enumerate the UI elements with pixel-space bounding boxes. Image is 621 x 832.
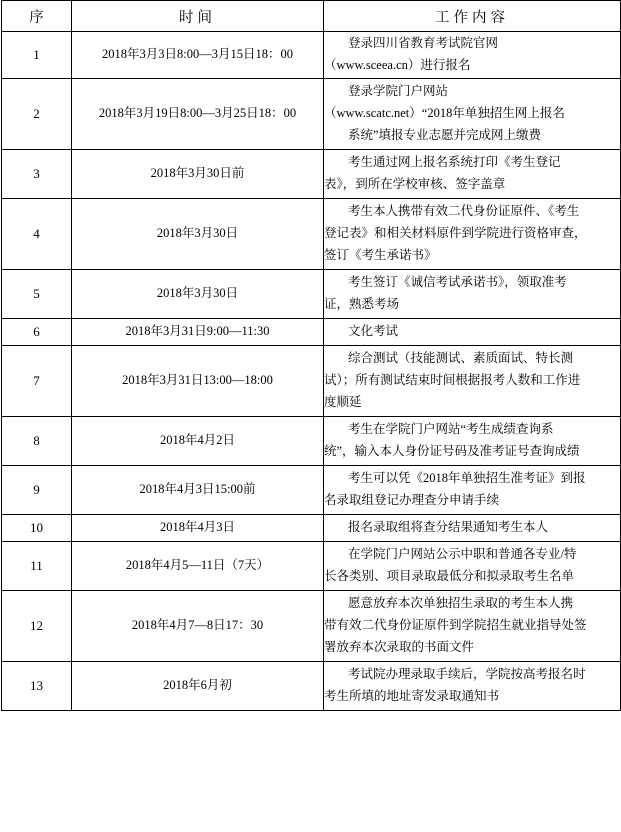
table-row xyxy=(2,466,621,515)
content-line: 试）；所有测试结束时间根据报考人数和工作进 xyxy=(324,373,581,388)
row-time: 2018年3月30日前 xyxy=(72,150,324,199)
content-line: 长各类别、项目录取最低分和拟录取考生名单 xyxy=(324,569,575,583)
row-seq: 1 xyxy=(2,32,72,79)
row-content xyxy=(324,417,621,466)
table-row xyxy=(2,515,621,542)
table-row xyxy=(2,199,621,270)
row-content xyxy=(324,270,621,319)
table-header-row xyxy=(2,1,621,32)
content-line: 登记表》和相关材料原件到学院进行资格审查， xyxy=(324,226,587,241)
table-row xyxy=(2,150,621,199)
table-row xyxy=(2,32,621,79)
content-line: 名录取组登记办理查分申请手续 xyxy=(324,493,500,507)
content-line: 文化考试 xyxy=(348,324,399,339)
content-line: 考试院办理录取手续后，学院按高考报名时 xyxy=(348,667,586,682)
table-row xyxy=(2,270,621,319)
content-line: 考生可以凭《2018年单独招生准考证》到报 xyxy=(348,471,586,486)
row-seq: 10 xyxy=(2,515,72,542)
row-time: 2018年4月7—8日17：30 xyxy=(72,591,324,662)
content-line: 考生签订《诚信考试承诺书》，领取准考 xyxy=(348,275,567,290)
row-content xyxy=(324,319,621,346)
content-line: （www.scatc.net）“2018年单独招生网上报名 xyxy=(324,106,565,121)
content-line: 度顺延 xyxy=(324,394,362,409)
admission-schedule-table xyxy=(1,0,621,711)
content-line: 考生在学院门户网站“考生成绩查询系 xyxy=(348,422,554,437)
table-row xyxy=(2,662,621,711)
content-line: 统”，输入本人身份证号码及准考证号查询成绩 xyxy=(324,444,580,458)
row-seq: 4 xyxy=(2,199,72,270)
table-body xyxy=(2,32,621,711)
row-time: 2018年4月3日 xyxy=(72,515,324,542)
content-line: 登录学院门户网站 xyxy=(348,84,449,99)
row-content xyxy=(324,32,621,79)
row-time: 2018年4月3日15:00前 xyxy=(72,466,324,515)
row-content xyxy=(324,662,621,711)
content-line: 签订《考生承诺书》 xyxy=(324,247,437,262)
row-time: 2018年3月3日8:00—3月15日18：00 xyxy=(72,32,324,79)
column-header-content: 工作内容 xyxy=(324,1,621,32)
row-content xyxy=(324,591,621,662)
row-time: 2018年4月2日 xyxy=(72,417,324,466)
row-time: 2018年3月31日9:00—11:30 xyxy=(72,319,324,346)
row-time: 2018年4月5—11日（7天） xyxy=(72,542,324,591)
row-content xyxy=(324,515,621,542)
row-time: 2018年3月30日 xyxy=(72,270,324,319)
content-line: 考生通过网上报名系统打印《考生登记 xyxy=(348,155,561,170)
row-seq: 11 xyxy=(2,542,72,591)
content-line: 综合测试（技能测试、素质面试、特长测 xyxy=(348,351,574,366)
content-line: 考生所填的地址寄发录取通知书 xyxy=(324,689,500,703)
content-line: （www.sceea.cn）进行报名 xyxy=(324,58,471,72)
content-line: 报名录取组将查分结果通知考生本人 xyxy=(348,520,549,535)
row-content xyxy=(324,542,621,591)
row-seq: 8 xyxy=(2,417,72,466)
row-content xyxy=(324,79,621,150)
content-line: 在学院门户网站公示中职和普通各专业/特 xyxy=(348,547,577,562)
table-row xyxy=(2,542,621,591)
row-time: 2018年3月30日 xyxy=(72,199,324,270)
row-time: 2018年3月31日13:00—18:00 xyxy=(72,346,324,417)
row-seq: 3 xyxy=(2,150,72,199)
row-seq: 2 xyxy=(2,79,72,150)
row-content xyxy=(324,199,621,270)
table-row xyxy=(2,319,621,346)
table-row xyxy=(2,346,621,417)
content-line: 系统”填报专业志愿并完成网上缴费 xyxy=(348,127,542,142)
row-content xyxy=(324,346,621,417)
row-seq: 6 xyxy=(2,319,72,346)
row-seq: 5 xyxy=(2,270,72,319)
row-content xyxy=(324,466,621,515)
row-seq: 12 xyxy=(2,591,72,662)
content-line: 表》，到所在学校审核、签字盖章 xyxy=(324,177,506,191)
content-line: 考生本人携带有效二代身份证原件、《考生 xyxy=(348,204,580,219)
row-seq: 7 xyxy=(2,346,72,417)
column-header-seq: 序 xyxy=(2,1,72,32)
table-header xyxy=(2,1,621,32)
table-row xyxy=(2,417,621,466)
content-line: 带有效二代身份证原件到学院招生就业指导处签 xyxy=(324,618,587,633)
row-time: 2018年3月19日8:00—3月25日18：00 xyxy=(72,79,324,150)
row-content xyxy=(324,150,621,199)
column-header-time: 时间 xyxy=(72,1,324,32)
table-row xyxy=(2,79,621,150)
content-line: 证，熟悉考场 xyxy=(324,297,400,311)
table-row xyxy=(2,591,621,662)
content-line: 登录四川省教育考试院官网 xyxy=(348,36,499,51)
row-seq: 13 xyxy=(2,662,72,711)
content-line: 署放弃本次录取的书面文件 xyxy=(324,639,475,654)
content-line: 愿意放弃本次单独招生录取的考生本人携 xyxy=(348,596,574,611)
row-time: 2018年6月初 xyxy=(72,662,324,711)
row-seq: 9 xyxy=(2,466,72,515)
